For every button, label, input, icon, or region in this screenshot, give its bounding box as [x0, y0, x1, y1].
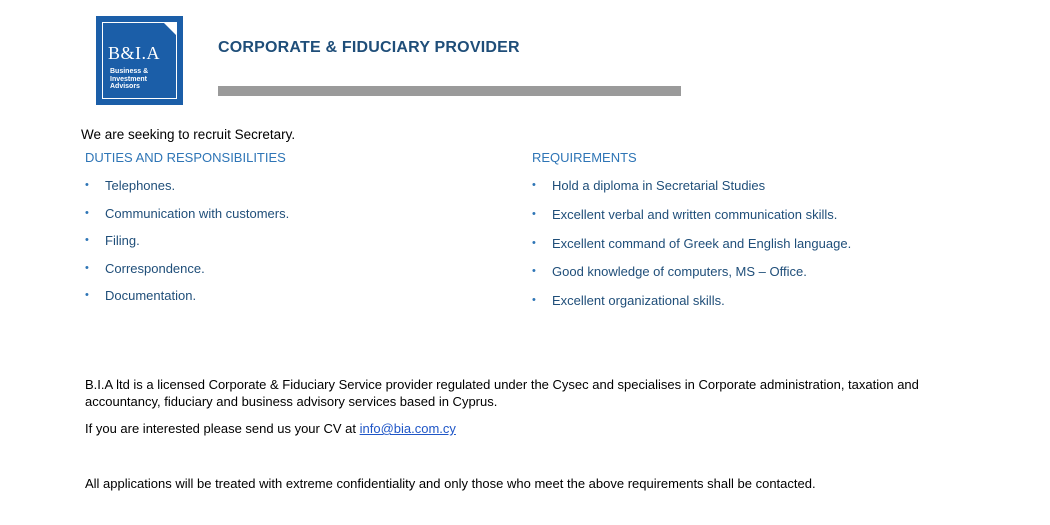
logo-corner-fold — [163, 22, 177, 36]
title-divider-bar — [218, 86, 681, 96]
duties-list — [85, 178, 289, 316]
bullet-icon: • — [532, 179, 536, 191]
duty-text: Correspondence. — [105, 260, 205, 276]
requirement-text: Hold a diploma in Secretarial Studies — [552, 178, 766, 193]
bullet-icon: • — [532, 207, 536, 220]
requirement-text: Excellent command of Greek and English language. — [552, 235, 852, 251]
company-description: B.I.A ltd is a licensed Corporate & Fiduciary Service provider regulated under the Cysec and specialises in Corporate administration, taxation and accountancy, fiduciary and business advisory services based in Cyprus. — [85, 377, 919, 409]
list-item — [532, 293, 851, 322]
bullet-icon: • — [85, 289, 89, 301]
requirement-text: Excellent organizational skills. — [552, 293, 725, 309]
bullet-icon: • — [85, 206, 89, 219]
list-item — [85, 233, 289, 261]
duty-text: Telephones. — [105, 178, 176, 193]
page-title: CORPORATE & FIDUCIARY PROVIDER — [218, 39, 520, 56]
intro-text: We are seeking to recruit Secretary. — [81, 127, 296, 142]
list-item — [85, 288, 289, 316]
list-item — [532, 207, 851, 236]
bullet-icon: • — [532, 294, 536, 307]
list-item — [532, 264, 851, 293]
confidentiality-note: All applications will be treated with extreme confidentiality and only those who meet the above requirements shall be contacted. — [85, 476, 816, 491]
contact-prefix: If you are interested please send us your CV at — [85, 421, 360, 436]
email-link[interactable]: info@bia.com.cy — [359, 421, 456, 436]
bullet-icon: • — [532, 265, 536, 278]
list-item — [85, 261, 289, 289]
duty-text: Communication with customers. — [105, 205, 290, 221]
logo-mark: B&I.A — [108, 43, 160, 63]
bullet-icon: • — [85, 261, 89, 274]
requirements-list — [532, 178, 851, 322]
duty-text: Filing. — [105, 233, 140, 248]
list-item — [532, 236, 851, 265]
duties-heading: DUTIES AND RESPONSIBILITIES — [85, 150, 286, 165]
bullet-icon: • — [85, 234, 89, 246]
list-item — [85, 178, 289, 206]
bullet-icon: • — [532, 236, 536, 249]
company-logo — [96, 16, 183, 105]
requirements-heading: REQUIREMENTS — [532, 150, 637, 165]
bullet-icon: • — [85, 179, 89, 191]
requirement-text: Good knowledge of computers, MS – Office. — [552, 264, 807, 280]
requirement-text: Excellent verbal and written communication skills. — [552, 206, 838, 222]
duty-text: Documentation. — [105, 288, 197, 303]
list-item — [532, 178, 851, 207]
contact-line — [85, 420, 985, 437]
list-item — [85, 206, 289, 234]
logo-subtitle: Business & Investment Advisors — [110, 68, 149, 90]
